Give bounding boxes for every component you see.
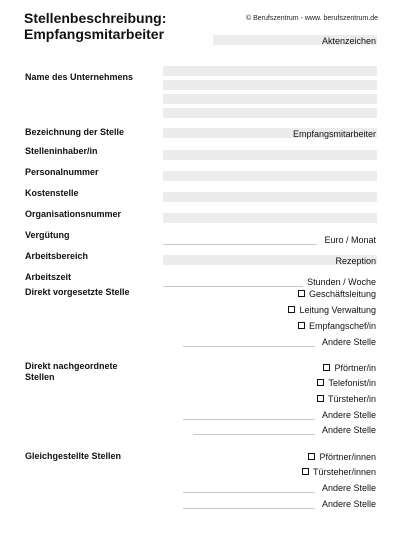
- gleichgestellte-andere-field-1[interactable]: [183, 482, 315, 493]
- nachgeordnete-andere-label-2: Andere Stelle: [321, 425, 376, 435]
- unternehmen-field-2[interactable]: [163, 80, 377, 90]
- unternehmen-field-1[interactable]: [163, 66, 377, 76]
- arbeitszeit-field[interactable]: [163, 276, 303, 287]
- vorgesetzte-option[interactable]: Geschäftsleitung: [298, 289, 376, 299]
- label-bezeichnung: Bezeichnung der Stelle: [25, 127, 125, 137]
- gleichgestellte-option[interactable]: Türsteher/innen: [302, 467, 376, 477]
- vorgesetzte-andere-label: Andere Stelle: [321, 337, 376, 347]
- arbeitszeit-unit: Stunden / Woche: [307, 277, 376, 287]
- verguetung-unit: Euro / Monat: [324, 235, 376, 245]
- label-unternehmen: Name des Unternehmens: [25, 72, 134, 82]
- checkbox[interactable]: [317, 395, 324, 402]
- label-verguetung: Vergütung: [25, 230, 70, 240]
- label-kostenstelle: Kostenstelle: [25, 188, 79, 198]
- page-title: [24, 10, 166, 42]
- inhaber-field[interactable]: [163, 150, 377, 160]
- nachgeordnete-andere-field-1[interactable]: [183, 409, 315, 420]
- label-gleichgestellte: Gleichgestellte Stellen: [25, 451, 122, 461]
- nachgeordnete-option[interactable]: Pförtner/in: [323, 363, 376, 373]
- kostenstelle-field[interactable]: [163, 192, 377, 202]
- nachgeordnete-andere-field-2[interactable]: [193, 424, 315, 435]
- unternehmen-field-4[interactable]: [163, 108, 377, 118]
- copyright-notice: © Berufszentrum - www. berufszentrum.de: [246, 15, 378, 22]
- checkbox[interactable]: [298, 322, 305, 329]
- label-arbeitszeit: Arbeitszeit: [25, 272, 72, 282]
- arbeitsbereich-value: Rezeption: [335, 256, 376, 266]
- checkbox[interactable]: [323, 364, 330, 371]
- gleichgestellte-option[interactable]: Pförtner/innen: [308, 452, 376, 462]
- title-line-2: Empfangsmitarbeiter: [24, 26, 165, 42]
- checkbox[interactable]: [302, 468, 309, 475]
- organisationsnummer-field[interactable]: [163, 213, 377, 223]
- verguetung-field[interactable]: [163, 234, 317, 245]
- aktenzeichen-label: Aktenzeichen: [321, 36, 376, 46]
- label-organisationsnummer: Organisationsnummer: [25, 209, 122, 219]
- vorgesetzte-option[interactable]: Empfangschef/in: [298, 321, 376, 331]
- nachgeordnete-option[interactable]: Telefonist/in: [317, 378, 376, 388]
- checkbox[interactable]: [317, 379, 324, 386]
- label-arbeitsbereich: Arbeitsbereich: [25, 251, 89, 261]
- label-nachgeordnete: Direkt nachgeordnete Stellen: [25, 361, 118, 382]
- gleichgestellte-andere-label-2: Andere Stelle: [321, 499, 376, 509]
- vorgesetzte-option[interactable]: Leitung Verwaltung: [288, 305, 376, 315]
- personalnummer-field[interactable]: [163, 171, 377, 181]
- nachgeordnete-option[interactable]: Türsteher/in: [317, 394, 376, 404]
- label-inhaber: Stelleninhaber/in: [25, 146, 98, 156]
- title-line-1: Stellenbeschreibung:: [24, 10, 167, 26]
- checkbox[interactable]: [288, 306, 295, 313]
- label-vorgesetzte: Direkt vorgesetzte Stelle: [25, 287, 130, 297]
- nachgeordnete-andere-label-1: Andere Stelle: [321, 410, 376, 420]
- checkbox[interactable]: [308, 453, 315, 460]
- vorgesetzte-andere-field[interactable]: [183, 336, 315, 347]
- gleichgestellte-andere-field-2[interactable]: [183, 498, 315, 509]
- gleichgestellte-andere-label-1: Andere Stelle: [321, 483, 376, 493]
- unternehmen-field-3[interactable]: [163, 94, 377, 104]
- checkbox[interactable]: [298, 290, 305, 297]
- label-personalnummer: Personalnummer: [25, 167, 99, 177]
- bezeichnung-value: Empfangsmitarbeiter: [292, 129, 376, 139]
